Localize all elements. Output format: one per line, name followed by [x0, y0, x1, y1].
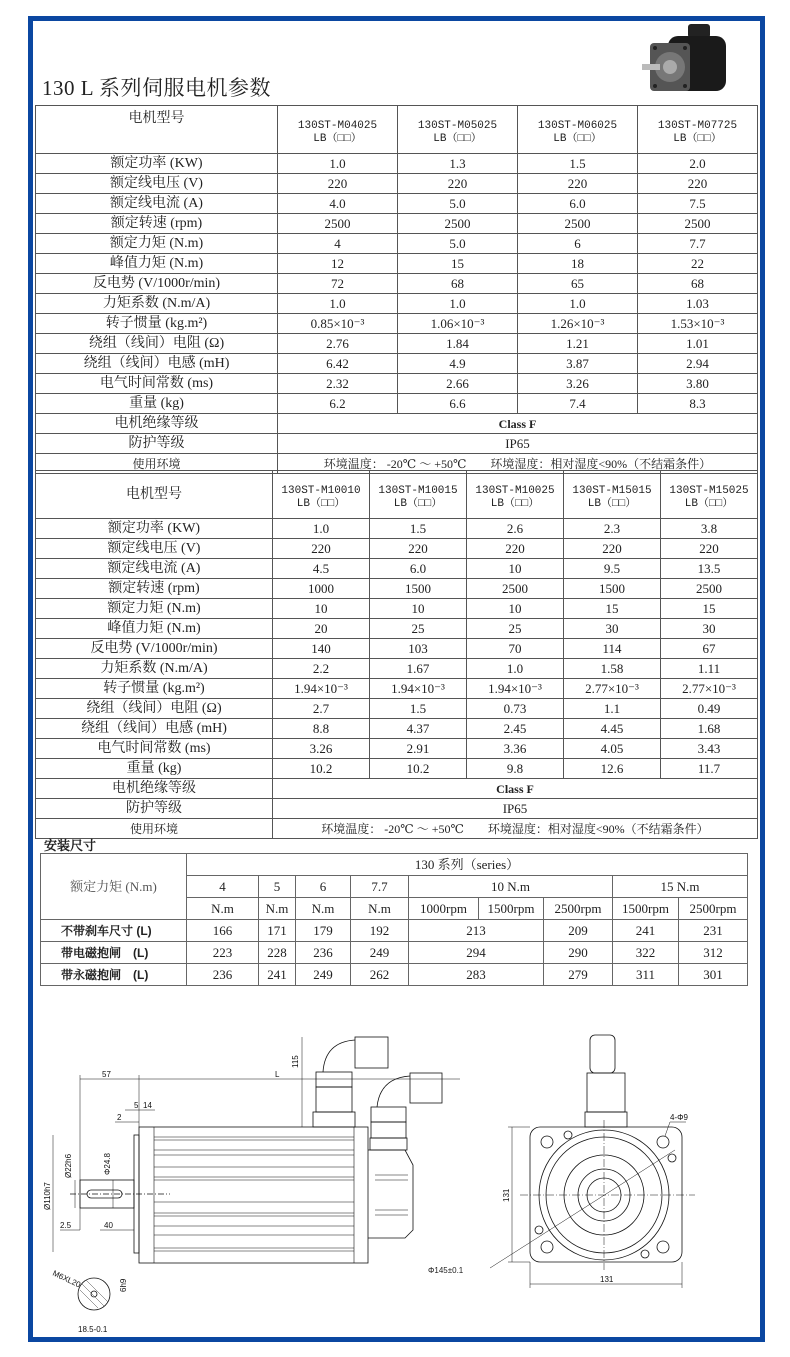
cell-value: 2500: [467, 579, 564, 599]
cell-value: 15: [564, 599, 661, 619]
cell-value: 30: [661, 619, 758, 639]
cell-value: 1.0: [278, 294, 398, 314]
dim-pcd: Φ145±0.1: [428, 1266, 464, 1275]
cell-value: 171: [259, 920, 296, 942]
model-name: 130ST-M06025: [537, 119, 618, 132]
row-label: 峰值力矩 (N.m): [36, 619, 273, 639]
series-header: 130 系列（series）: [187, 854, 748, 876]
cell-value: 241: [613, 920, 679, 942]
table-row: [36, 334, 758, 354]
cell-value: 1.5: [370, 699, 467, 719]
torque-unit: N.m: [351, 898, 409, 920]
front-view-drawing: [490, 1030, 720, 1300]
table-row: [36, 214, 758, 234]
cell-value: 15: [661, 599, 758, 619]
row-label: 额定线电流 (A): [36, 559, 273, 579]
model-name: 130ST-M10025: [475, 484, 555, 497]
table-row: [36, 234, 758, 254]
cell-value: 1.26×10⁻³: [518, 314, 638, 334]
cell-value: 1.5: [370, 519, 467, 539]
cell-value: 2500: [661, 579, 758, 599]
row-label: 峰值力矩 (N.m): [36, 254, 278, 274]
model-header: [398, 106, 518, 154]
row-label: 反电势 (V/1000r/min): [36, 274, 278, 294]
cell-value: 2.77×10⁻³: [661, 679, 758, 699]
cell-value: 2500: [518, 214, 638, 234]
cell-value: 192: [351, 920, 409, 942]
motor-photo: [640, 18, 735, 103]
cell-value: 7.7: [638, 234, 758, 254]
cell-value: 1.58: [564, 659, 661, 679]
cell-value: 179: [296, 920, 351, 942]
svg-text:18.5-0.1: 18.5-0.1: [78, 1325, 108, 1334]
cell-value: 220: [564, 539, 661, 559]
svg-text:14: 14: [143, 1101, 152, 1110]
cell-value: 12: [278, 254, 398, 274]
model-name: 130ST-M10010: [281, 484, 361, 497]
cell-value: 1.0: [398, 294, 518, 314]
row-label: 不带刹车尺寸 (L): [41, 920, 187, 942]
cell-value: 4.9: [398, 354, 518, 374]
protection-label: 防护等级: [36, 799, 273, 819]
row-label: 额定转速 (rpm): [36, 579, 273, 599]
svg-text:Ø110h7: Ø110h7: [43, 1182, 52, 1210]
cell-value: 1.03: [638, 294, 758, 314]
cell-value: 10: [467, 599, 564, 619]
table-row: [36, 154, 758, 174]
cell-value: 236: [187, 964, 259, 986]
cell-value: 1.67: [370, 659, 467, 679]
model-suffix: LB（□□）: [673, 132, 722, 145]
cell-value: 1.94×10⁻³: [273, 679, 370, 699]
cell-value: 20: [273, 619, 370, 639]
table-row: [36, 394, 758, 414]
torque-value: 4: [187, 876, 259, 898]
cell-value: 3.26: [273, 739, 370, 759]
cell-value: 10: [273, 599, 370, 619]
cell-value: 7.4: [518, 394, 638, 414]
svg-text:115: 115: [291, 1055, 300, 1068]
cell-value: 301: [679, 964, 748, 986]
svg-text:2.5: 2.5: [60, 1221, 72, 1230]
cell-value: 65: [518, 274, 638, 294]
row-label: 额定功率 (KW): [36, 154, 278, 174]
row-label: 绕组（线间）电阻 (Ω): [36, 334, 278, 354]
env-label: 使用环境: [36, 454, 278, 474]
row-label: 力矩系数 (N.m/A): [36, 659, 273, 679]
cell-value: 13.5: [661, 559, 758, 579]
row-label: 带永磁抱闸 (L): [41, 964, 187, 986]
row-label: 电气时间常数 (ms): [36, 739, 273, 759]
table-row: [36, 719, 758, 739]
cell-value: 213: [409, 920, 544, 942]
cell-value: 6: [518, 234, 638, 254]
cell-value: 1.84: [398, 334, 518, 354]
cell-value: 279: [544, 964, 613, 986]
table-row: [36, 559, 758, 579]
cell-value: 3.26: [518, 374, 638, 394]
header-row: [36, 106, 758, 154]
table-row: [36, 819, 758, 839]
cell-value: 2.7: [273, 699, 370, 719]
cell-value: 2500: [398, 214, 518, 234]
cell-value: 4.0: [278, 194, 398, 214]
cell-value: 6.0: [518, 194, 638, 214]
table-row: [36, 414, 758, 434]
cell-value: 2.76: [278, 334, 398, 354]
cell-value: 67: [661, 639, 758, 659]
cell-value: 220: [638, 174, 758, 194]
cell-value: 68: [638, 274, 758, 294]
model-name: 130ST-M15025: [669, 484, 749, 497]
svg-text:Φ24.8: Φ24.8: [103, 1153, 112, 1175]
protection-label: 防护等级: [36, 434, 278, 454]
insulation-label: 电机绝缘等级: [36, 414, 278, 434]
cell-value: 166: [187, 920, 259, 942]
cell-value: 1.1: [564, 699, 661, 719]
cell-value: 2.0: [638, 154, 758, 174]
row-label: 额定线电压 (V): [36, 174, 278, 194]
table-row: [36, 739, 758, 759]
cell-value: 2.66: [398, 374, 518, 394]
protection-value: IP65: [273, 799, 758, 819]
group-10nm: 10 N.m: [409, 876, 613, 898]
table-row: [36, 699, 758, 719]
cell-value: 262: [351, 964, 409, 986]
torque-value: 6: [296, 876, 351, 898]
cell-value: 25: [467, 619, 564, 639]
cell-value: 283: [409, 964, 544, 986]
row-label: 额定功率 (KW): [36, 519, 273, 539]
model-header: [370, 471, 467, 519]
cell-value: 209: [544, 920, 613, 942]
cell-value: 10.2: [370, 759, 467, 779]
svg-text:5: 5: [134, 1101, 139, 1110]
row-label: 力矩系数 (N.m/A): [36, 294, 278, 314]
cell-value: 12.6: [564, 759, 661, 779]
cell-value: 140: [273, 639, 370, 659]
cell-value: 290: [544, 942, 613, 964]
cell-value: 236: [296, 942, 351, 964]
dim-57: 57: [102, 1070, 111, 1079]
cell-value: 10.2: [273, 759, 370, 779]
table-row: [36, 374, 758, 394]
cell-value: 1.21: [518, 334, 638, 354]
row-label: 转子惯量 (kg.m²): [36, 679, 273, 699]
svg-text:6h9: 6h9: [119, 1278, 128, 1292]
cell-value: 8.8: [273, 719, 370, 739]
cell-value: 103: [370, 639, 467, 659]
table-row: [36, 619, 758, 639]
cell-value: 1.53×10⁻³: [638, 314, 758, 334]
row-label: 重量 (kg): [36, 759, 273, 779]
model-header: [518, 106, 638, 154]
env-value: 环境温度： -20℃ ～ +50℃ 环境湿度：相对湿度<90%（不结霜条件）: [278, 454, 758, 474]
cell-value: 11.7: [661, 759, 758, 779]
cell-value: 241: [259, 964, 296, 986]
row-label: 额定力矩 (N.m): [36, 234, 278, 254]
cell-value: 220: [398, 174, 518, 194]
cell-value: 220: [518, 174, 638, 194]
side-view-drawing: [40, 1030, 460, 1340]
table-row: [36, 174, 758, 194]
cell-value: 3.8: [661, 519, 758, 539]
speed-10nm: 1000rpm: [409, 898, 479, 920]
row-label: 额定线电流 (A): [36, 194, 278, 214]
cell-value: 220: [278, 174, 398, 194]
env-value: 环境温度： -20℃ ～ +50℃ 环境湿度：相对湿度<90%（不结霜条件）: [273, 819, 758, 839]
cell-value: 2.94: [638, 354, 758, 374]
speed-10nm: 2500rpm: [544, 898, 613, 920]
cell-value: 0.73: [467, 699, 564, 719]
cell-value: 8.3: [638, 394, 758, 414]
cell-value: 220: [661, 539, 758, 559]
torque-unit: N.m: [187, 898, 259, 920]
cell-value: 5.0: [398, 234, 518, 254]
cell-value: 4.5: [273, 559, 370, 579]
model-name: 130ST-M05025: [417, 119, 498, 132]
cell-value: 1.01: [638, 334, 758, 354]
cell-value: 3.80: [638, 374, 758, 394]
cell-value: 220: [467, 539, 564, 559]
cell-value: 3.87: [518, 354, 638, 374]
spec-table-2: [35, 470, 758, 839]
cell-value: 72: [278, 274, 398, 294]
table-row: [36, 599, 758, 619]
cell-value: 3.36: [467, 739, 564, 759]
model-header: [278, 106, 398, 154]
row-label: 额定力矩 (N.m): [36, 599, 273, 619]
env-label: 使用环境: [36, 819, 273, 839]
torque-value: 7.7: [351, 876, 409, 898]
dim-height: 131: [502, 1188, 511, 1202]
motor-body: [139, 1127, 368, 1263]
table-row: [36, 519, 758, 539]
cell-value: 1500: [370, 579, 467, 599]
cell-value: 1.94×10⁻³: [370, 679, 467, 699]
group-15nm: 15 N.m: [613, 876, 748, 898]
model-name: 130ST-M10015: [378, 484, 458, 497]
table-row: [36, 639, 758, 659]
cell-value: 322: [613, 942, 679, 964]
model-suffix: LB（□□）: [313, 132, 362, 145]
row-label: 绕组（线间）电阻 (Ω): [36, 699, 273, 719]
model-suffix: LB（□□）: [393, 497, 443, 510]
table-row: [36, 579, 758, 599]
cell-value: 25: [370, 619, 467, 639]
table-row: [36, 294, 758, 314]
cell-value: 223: [187, 942, 259, 964]
cell-value: 1500: [564, 579, 661, 599]
svg-text:2: 2: [117, 1113, 122, 1122]
model-header: [638, 106, 758, 154]
cell-value: 1.68: [661, 719, 758, 739]
row-label: 额定线电压 (V): [36, 539, 273, 559]
model-suffix: LB（□□）: [684, 497, 734, 510]
table-row: [36, 659, 758, 679]
cell-value: 114: [564, 639, 661, 659]
cell-value: 6.0: [370, 559, 467, 579]
cell-value: 18: [518, 254, 638, 274]
table-row: [36, 759, 758, 779]
svg-text:40: 40: [104, 1221, 113, 1230]
cell-value: 10: [467, 559, 564, 579]
cell-value: 249: [296, 964, 351, 986]
protection-value: IP65: [278, 434, 758, 454]
cell-value: 2.45: [467, 719, 564, 739]
cell-value: 5.0: [398, 194, 518, 214]
row-label: 电气时间常数 (ms): [36, 374, 278, 394]
cell-value: 68: [398, 274, 518, 294]
torque-unit: N.m: [259, 898, 296, 920]
insulation-value: Class F: [278, 414, 758, 434]
dim-L: L: [275, 1070, 280, 1079]
cell-value: 2.6: [467, 519, 564, 539]
cell-value: 15: [398, 254, 518, 274]
torque-label: 额定力矩 (N.m): [41, 854, 187, 920]
cell-value: 30: [564, 619, 661, 639]
table-row: [41, 964, 748, 986]
row-label: 绕组（线间）电感 (mH): [36, 354, 278, 374]
model-label: 电机型号: [36, 106, 278, 154]
cell-value: 70: [467, 639, 564, 659]
cell-value: 1.0: [273, 519, 370, 539]
cell-value: 228: [259, 942, 296, 964]
model-header: [467, 471, 564, 519]
cell-value: 1.5: [518, 154, 638, 174]
cell-value: 22: [638, 254, 758, 274]
cell-value: 2.32: [278, 374, 398, 394]
model-suffix: LB（□□）: [553, 132, 602, 145]
dim-width: 131: [600, 1275, 614, 1284]
row-label: 转子惯量 (kg.m²): [36, 314, 278, 334]
cell-value: 312: [679, 942, 748, 964]
cell-value: 0.49: [661, 699, 758, 719]
model-suffix: LB（□□）: [490, 497, 540, 510]
table-row: [36, 354, 758, 374]
cell-value: 2500: [638, 214, 758, 234]
cell-value: 311: [613, 964, 679, 986]
speed-15nm: 1500rpm: [613, 898, 679, 920]
row-label: 重量 (kg): [36, 394, 278, 414]
model-suffix: LB（□□）: [296, 497, 346, 510]
model-header: [273, 471, 370, 519]
table-row: [36, 779, 758, 799]
cell-value: 294: [409, 942, 544, 964]
cell-value: 220: [273, 539, 370, 559]
cell-value: 3.43: [661, 739, 758, 759]
cell-value: 6.6: [398, 394, 518, 414]
model-suffix: LB（□□）: [587, 497, 637, 510]
spec-table-1: [35, 105, 758, 474]
page-title: 130 L 系列伺服电机参数: [42, 76, 272, 100]
cell-value: 2.91: [370, 739, 467, 759]
table-row: [41, 920, 748, 942]
cell-value: 0.85×10⁻³: [278, 314, 398, 334]
cell-value: 9.5: [564, 559, 661, 579]
cell-value: 6.42: [278, 354, 398, 374]
svg-text:M6XL20: M6XL20: [51, 1268, 82, 1290]
torque-value: 5: [259, 876, 296, 898]
table-row: [36, 799, 758, 819]
cell-value: 4: [278, 234, 398, 254]
cell-value: 1.11: [661, 659, 758, 679]
cell-value: 1.06×10⁻³: [398, 314, 518, 334]
speed-15nm: 2500rpm: [679, 898, 748, 920]
cell-value: 249: [351, 942, 409, 964]
cell-value: 9.8: [467, 759, 564, 779]
cell-value: 1000: [273, 579, 370, 599]
table-row: [36, 314, 758, 334]
table-row: [36, 679, 758, 699]
cell-value: 10: [370, 599, 467, 619]
model-label: 电机型号: [36, 471, 273, 519]
cell-value: 1.94×10⁻³: [467, 679, 564, 699]
header-row: [36, 471, 758, 519]
install-section-title: 安装尺寸: [44, 838, 97, 853]
cell-value: 2500: [278, 214, 398, 234]
speed-10nm: 1500rpm: [479, 898, 544, 920]
dim-holes: 4-Φ9: [670, 1113, 688, 1122]
table-row: [36, 539, 758, 559]
cell-value: 6.2: [278, 394, 398, 414]
model-suffix: LB（□□）: [433, 132, 482, 145]
cell-value: 4.37: [370, 719, 467, 739]
cell-value: 220: [370, 539, 467, 559]
row-label: 额定转速 (rpm): [36, 214, 278, 234]
cell-value: 1.0: [467, 659, 564, 679]
row-label: 绕组（线间）电感 (mH): [36, 719, 273, 739]
row-label: 带电磁抱闸 (L): [41, 942, 187, 964]
table-row: [36, 254, 758, 274]
table-row: [36, 274, 758, 294]
row-label: 反电势 (V/1000r/min): [36, 639, 273, 659]
cell-value: 1.0: [518, 294, 638, 314]
cell-value: 1.3: [398, 154, 518, 174]
model-name: 130ST-M04025: [297, 119, 378, 132]
model-name: 130ST-M07725: [657, 119, 738, 132]
insulation-value: Class F: [273, 779, 758, 799]
svg-text:Ø22h6: Ø22h6: [64, 1153, 73, 1178]
cell-value: 4.45: [564, 719, 661, 739]
model-header: [661, 471, 758, 519]
cell-value: 4.05: [564, 739, 661, 759]
cell-value: 2.77×10⁻³: [564, 679, 661, 699]
cell-value: 1.0: [278, 154, 398, 174]
torque-unit: N.m: [296, 898, 351, 920]
model-header: [564, 471, 661, 519]
cell-value: 231: [679, 920, 748, 942]
cell-value: 7.5: [638, 194, 758, 214]
table-row: [36, 434, 758, 454]
model-name: 130ST-M15015: [572, 484, 652, 497]
cell-value: 2.2: [273, 659, 370, 679]
cell-value: 2.3: [564, 519, 661, 539]
insulation-label: 电机绝缘等级: [36, 779, 273, 799]
table-row: [36, 194, 758, 214]
table-row: [41, 942, 748, 964]
install-dimension-table: [40, 853, 748, 986]
